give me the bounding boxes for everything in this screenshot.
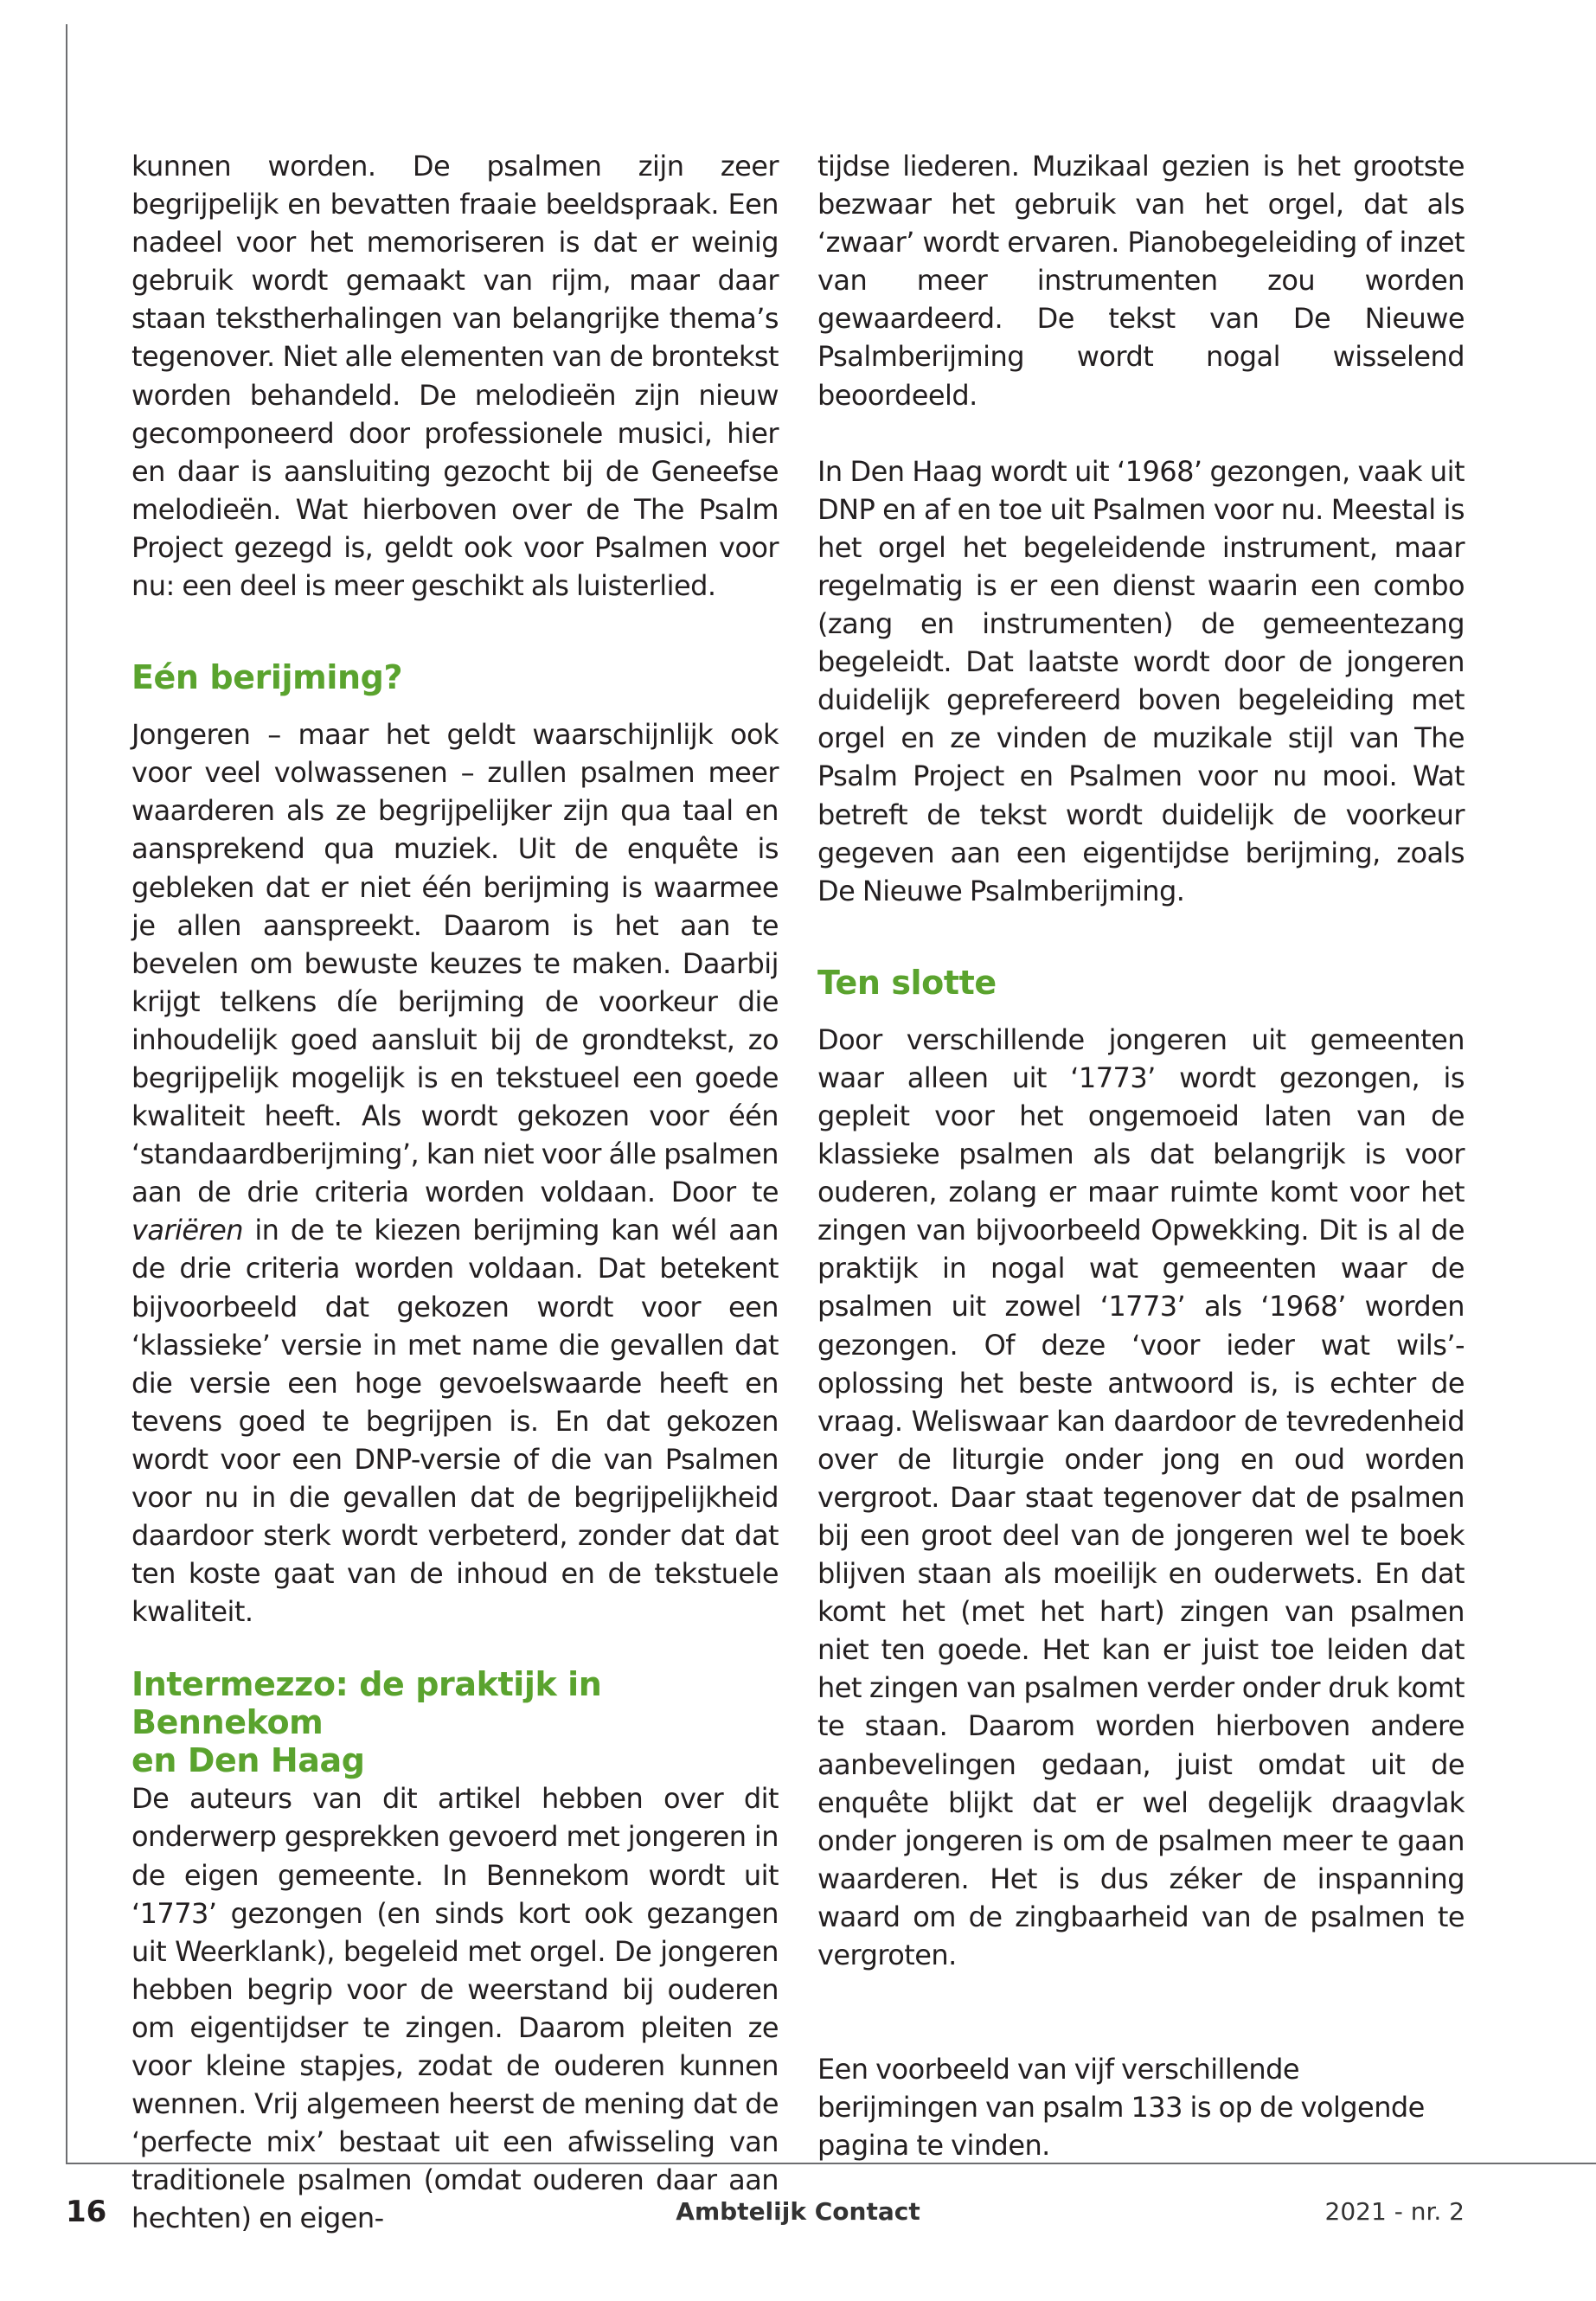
right-column (817, 147, 1465, 2164)
paragraph-voorbeeld-psalm-133: Een voorbeeld van vijf verschillende berijmingen van psalm 133 is op de volgende pagina te vinden. (817, 2053, 1425, 2163)
section-heading-ten-slotte-block (817, 945, 1465, 1021)
page-number: 16 (66, 2195, 107, 2229)
paragraph-ten-slotte: Door verschillende jongeren uit gemeenten waar alleen uit ‘1773’ wordt gezongen, is gepleit voor het ongemoeid laten van de klassieke psalmen als dat belangrijk is voor ouderen, zolang er maar ruimte komt voor het zingen van bijvoorbeeld Opwekking. Dit is al de praktijk in nogal wat gemeenten waar de psalmen uit zowel ‘1773’ als ‘1968’ worden gezongen. Of deze ‘voor ieder wat wils’-oplossing het beste antwoord is, is echter de vraag. Weliswaar kan daardoor de tevredenheid over de liturgie onder jong en oud worden vergroot. Daar staat tegenover dat de psalmen bij een groot deel van de jongeren wel te boek blijven staan als moeilijk en ouderwets. En dat komt het (met het hart) zingen van psalmen niet ten goede. Het kan er juist toe leiden dat het zingen van psalmen verder onder druk komt te staan. Daarom worden hierboven andere aanbevelingen gedaan, juist omdat uit de enquête blijkt dat er wel degelijk draagvlak onder jongeren is om de psalmen meer te gaan waarderen. Het is dus zéker de inspanning waard om de zingbaarheid van de psalmen te vergroten. (817, 1022, 1465, 1972)
left-margin-rule (66, 24, 67, 2163)
section-heading-ten-slotte: Ten slotte (817, 963, 997, 1002)
section-heading-een-berijming: Eén berijming? (131, 658, 403, 697)
journal-title: Ambtelijk Contact (676, 2197, 920, 2226)
emphasis-varieren: variëren (131, 1214, 244, 1247)
paragraph-psalmen-voor-nu: kunnen worden. De psalmen zijn zeer begrijpelijk en bevatten fraaie beeldspraak. Een nadeel voor het memoriseren is dat er weinig gebruik wordt gemaakt van rijm, maar daar staan tekstherhalingen van belangrijke thema’s tegenover. Niet alle elementen van de brontekst worden behandeld. De melodieën zijn nieuw gecomponeerd door professionele musici, hier en daar is aansluiting gezocht bij de Geneefse melodieën. Wat hierboven over de The Psalm Project gezegd is, geldt ook voor Psalmen voor nu: een deel is meer geschikt als luisterlied. (131, 150, 779, 603)
paragraph-den-haag: In Den Haag wordt uit ‘1968’ gezongen, vaak uit DNP en af en toe uit Psalmen voor nu. Meestal is het orgel het begeleidende instrument, maar regelmatig is er een dienst waarin een combo (zang en instrumenten) de gemeentezang begeleidt. Dat laatste wordt door de jongeren duidelijk geprefereerd boven begeleiding met orgel en ze vinden de muzikale stijl van The Psalm Project en Psalmen voor nu mooi. Wat betreft de tekst wordt duidelijk de voorkeur gegeven aan een eigentijdse berijming, zoals De Nieuwe Psalmberijming. (817, 454, 1465, 907)
section-heading-intermezzo: Intermezzo: de praktijk in Bennekom en Den Haag (131, 1665, 602, 1780)
left-column (131, 147, 779, 2238)
section-heading-een-berijming-block (131, 639, 779, 715)
paragraph-intermezzo: De auteurs van dit artikel hebben over dit onderwerp gesprekken gevoerd met jongeren in de eigen gemeente. In Bennekom wordt uit ‘1773’ gezongen (en sinds kort ook gezangen uit Weerklank), begeleid met orgel. De jongeren hebben begrip voor de weerstand bij ouderen om eigentijdser te zingen. Daarom pleiten ze voor kleine stapjes, zodat de ouderen kunnen wennen. Vrij algemeen heerst de mening dat de ‘perfecte mix’ bestaat uit een afwisseling van traditionele psalmen (omdat ouderen daar aan hechten) en eigen- (131, 1782, 779, 2235)
issue-number: 2021 - nr. 2 (1324, 2197, 1465, 2226)
paragraph-eigentijdse-liederen: tijdse liederen. Muzikaal gezien is het grootste bezwaar het gebruik van het orgel, dat als ‘zwaar’ wordt ervaren. Pianobegeleiding of inzet van meer instrumenten zou worden gewaardeerd. De tekst van De Nieuwe Psalmberijming wordt nogal wisselend beoordeeld. (817, 150, 1465, 412)
paragraph-een-berijming: Jongeren – maar het geldt waarschijnlijk ook voor veel volwassenen – zullen psalmen meer waarderen als ze begrijpelijker zijn qua taal en aansprekend qua muziek. Uit de enquête is gebleken dat er niet één berijming is waarmee je allen aanspreekt. Daarom is het aan te bevelen om bewuste keuzes te maken. Daarbij krijgt telkens díe berijming de voorkeur die inhoudelijk goed aansluit bij de grondtekst, zo begrijpelijk mogelijk is en tekstueel een goede kwaliteit heeft. Als wordt gekozen voor één ‘standaardberijming’, kan niet voor álle psalmen aan de drie criteria worden voldaan. Door te variëren in de te kiezen berijming kan wél aan de drie criteria worden voldaan. Dat betekent bijvoorbeeld dat gekozen wordt voor een ‘klassieke’ versie in met name die gevallen dat die versie een hoge gevoelswaarde heeft en tevens goed te begrijpen is. En dat gekozen wordt voor een DNP-versie of die van Psalmen voor nu in die gevallen dat de begrijpelijkheid daardoor sterk wordt verbeterd, zonder dat dat ten koste gaat van de inhoud en de tekstuele kwaliteit. (131, 718, 779, 1629)
